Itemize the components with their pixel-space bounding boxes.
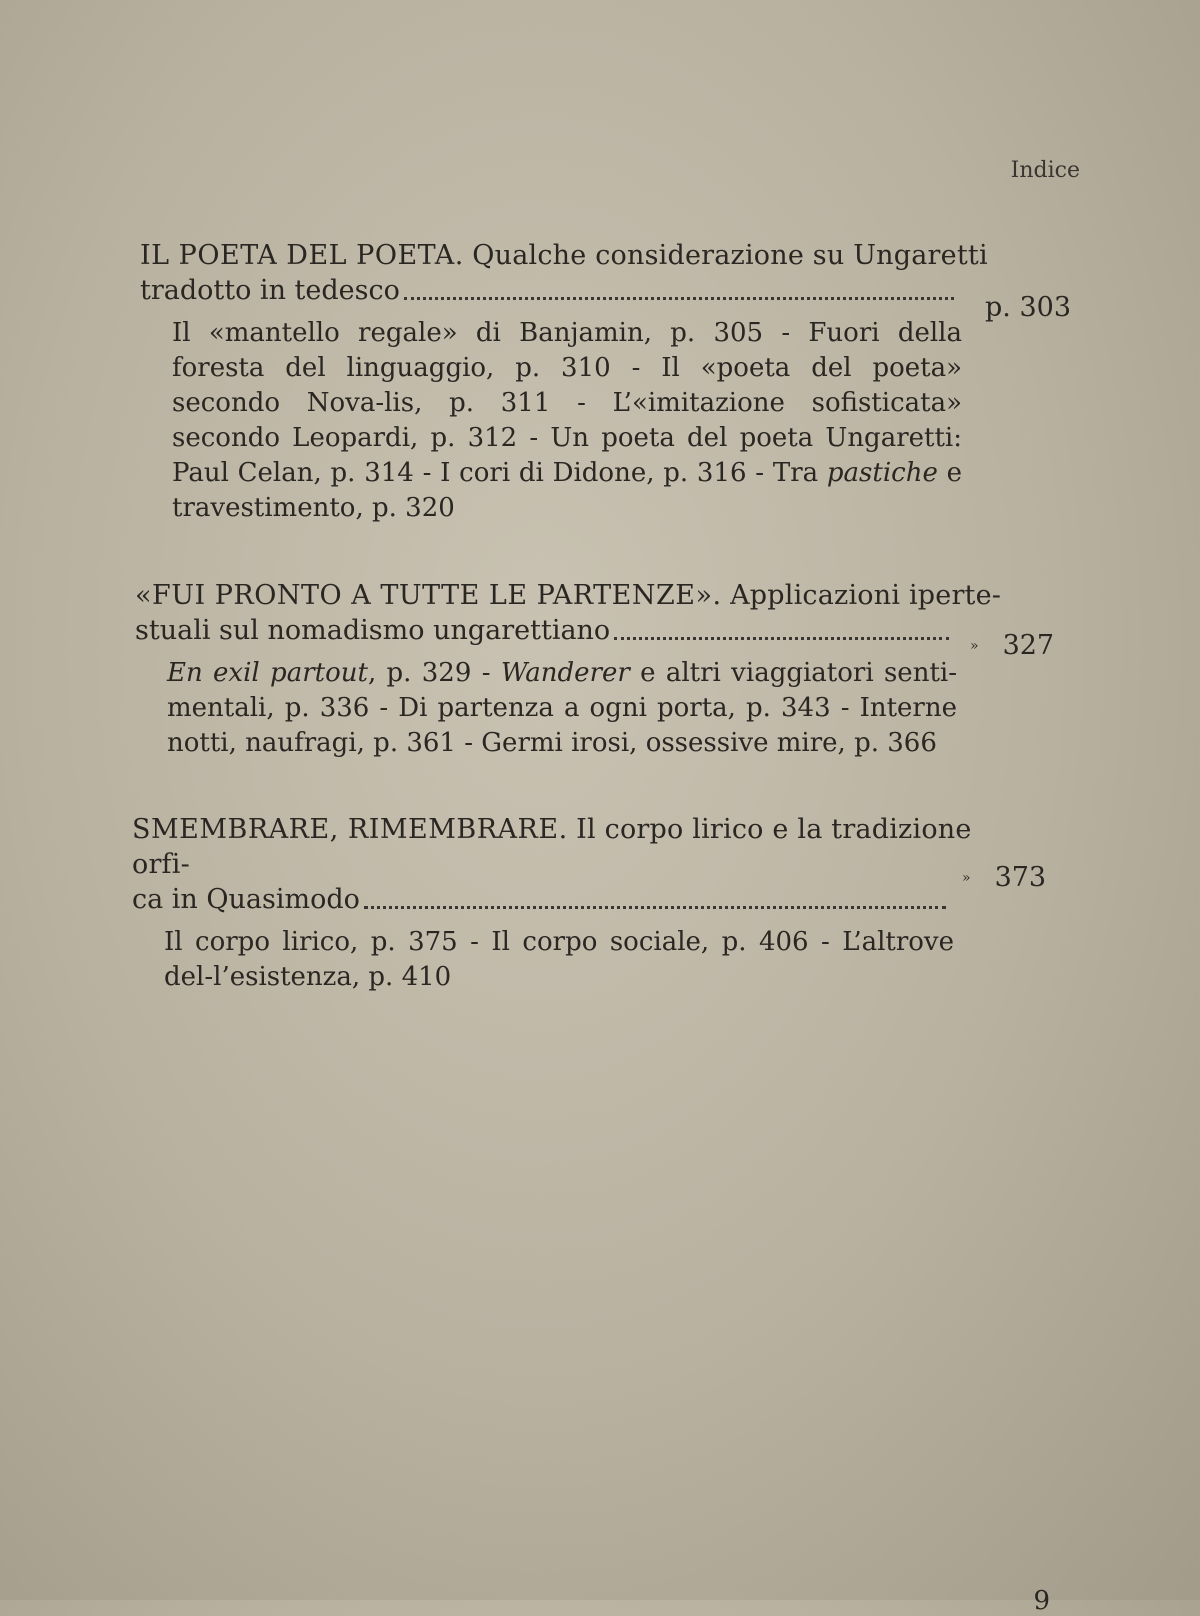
folio: 9 (1033, 1586, 1050, 1616)
page-number (962, 860, 1046, 896)
entry-leader-line (135, 613, 955, 648)
subsection-text: e travestimento, p. 320 (172, 458, 962, 523)
entry-title-line2: tradotto in tedesco (140, 275, 400, 306)
page-value: 303 (1019, 292, 1072, 323)
dot-leader (404, 297, 954, 300)
entry-title-line2: ca in Quasimodo (132, 884, 360, 915)
entry-title-caps: SMEMBRARE, RIMEMBRARE (132, 814, 559, 845)
entry-title (132, 812, 1032, 882)
running-head: Indice (1010, 158, 1080, 183)
entry-title-rest: . Il corpo lirico e la tradizione orfi- (132, 814, 972, 880)
ditto-mark: » (962, 870, 971, 886)
subsection-text: Il corpo lirico, p. 375 - Il corpo sociale, p. 406 - L’altrove del-l’esistenza, p. 410 (164, 927, 954, 992)
entry-title (140, 238, 1040, 273)
entry-subsections (167, 656, 957, 761)
entry-title-line2: stuali sul nomadismo ungarettiano (135, 615, 611, 646)
subsection-italic: En exil partout (167, 658, 368, 688)
entry-leader-line (132, 882, 952, 917)
toc-entry (140, 238, 1040, 526)
ditto-mark: » (970, 638, 979, 654)
entry-leader-line (140, 273, 960, 308)
entry-title-caps: «FUI PRONTO A TUTTE LE PARTENZE» (135, 580, 713, 611)
toc-entry (132, 812, 1032, 995)
subsection-text: e altri viaggiatori senti-mentali, p. 336 - Di partenza a ogni porta, p. 343 - Interne notti, naufragi, p. 361 - Germi irosi, ossessive mire, p. 366 (167, 658, 957, 758)
entry-title-caps: IL POETA DEL POETA (140, 240, 455, 271)
page-number (970, 628, 1054, 664)
entry-title-rest: . Qualche considerazione su Ungaretti (454, 240, 988, 271)
entry-title-rest: . Applicazioni iperte- (712, 580, 1002, 611)
dot-leader (364, 906, 946, 909)
entry-subsections (164, 925, 954, 995)
entry-title (135, 578, 1035, 613)
subsection-text: , p. 329 - (367, 658, 501, 688)
subsection-text: Il «mantello regale» di Banjamin, p. 305 - Fuori della foresta del linguaggio, p. 310 - Il «poeta del poeta» secondo Nova-lis, p. 311 - L’«imitazione sofisticata» secondo Leopardi, p. 312 - Un poeta del poeta Ungaretti: Paul Celan, p. 314 - I cori di Didone, p. 316 - Tra (172, 318, 962, 488)
subsection-italic: pastiche (826, 458, 938, 488)
subsection-italic: Wanderer (500, 658, 630, 688)
toc-entry (135, 578, 1035, 761)
page-prefix: p. (985, 292, 1011, 323)
dot-leader (614, 637, 949, 640)
page-value: 327 (1002, 630, 1055, 661)
page-number (985, 290, 1071, 325)
entry-subsections (172, 316, 962, 526)
page-value: 373 (994, 862, 1047, 893)
